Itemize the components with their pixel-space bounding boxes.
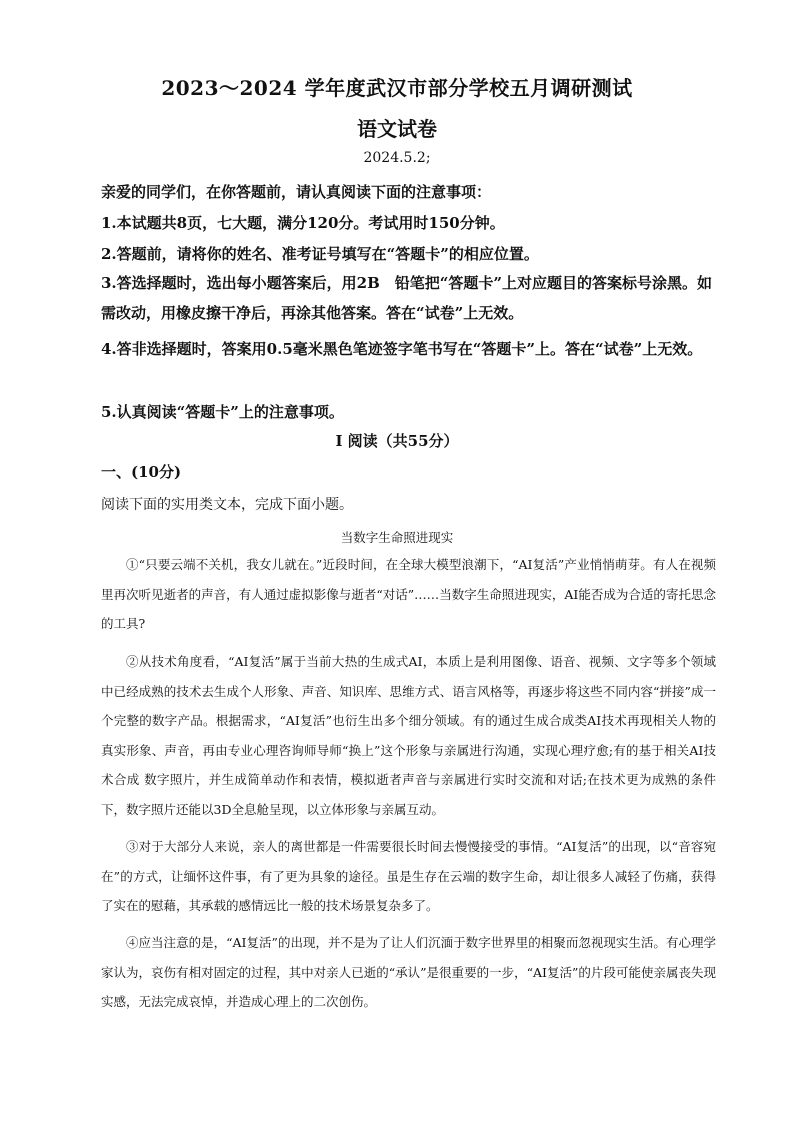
- part-heading: 一、(10分): [101, 463, 182, 481]
- exam-subtitle: 语文试卷: [357, 117, 437, 141]
- article-paragraph-3: ③对于大部分人来说，亲人的离世都是一件需要很长时间去慢慢接受的事情。“AI复活”的出现，以“音容宛在”的方式，让缅怀这件事，有了更为具象的途径。虽是生存在云端的数字生命，却让很多人减轻了伤痛，获得了实在的慰藉，其承载的感情远比一般的技术场景复杂多了。: [101, 839, 716, 913]
- exam-date: 2024.5.2;: [363, 150, 431, 166]
- article-paragraph-1: ①“只要云端不关机，我女儿就在。”近段时间，在全球大模型浪潮下，“AI复活”产业悄悄萌芽。有人在视频里再次听见逝者的声音，有人通过虚拟影像与逝者“对话”……当数字生命照进现实，AI能否成为合适的寄托思念的工具?: [101, 557, 716, 631]
- notice-item-5: 5.认真阅读“答题卡”上的注意事项。: [101, 403, 344, 421]
- reading-instruction: 阅读下面的实用类文本，完成下面小题。: [101, 497, 353, 513]
- notice-item-2: 2.答题前，请将你的姓名、准考证号填写在“答题卡”的相应位置。: [101, 245, 539, 263]
- section-title: I 阅读（共55分）: [335, 432, 459, 450]
- notice-item-4: 4.答非选择题时，答案用0.5毫米黑色笔迹签字笔书写在“答题卡”上。答在“试卷”上无效。: [101, 340, 703, 358]
- notice-item-1: 1.本试题共8页，七大题，满分120分。考试用时150分钟。: [101, 214, 505, 232]
- notice-intro: 亲爱的同学们，在你答题前，请认真阅读下面的注意事项：: [101, 183, 492, 201]
- notice-item-3: 3.答选择题时，选出每小题答案后，用2B 铅笔把“答题卡”上对应题目的答案标号涂黑。如需改动，用橡皮擦干净后，再涂其他答案。答在“试卷”上无效。: [101, 274, 713, 322]
- exam-title: 2023～2024 学年度武汉市部分学校五月调研测试: [161, 76, 633, 100]
- article-title: 当数字生命照进现实: [340, 530, 454, 545]
- article-paragraph-4: ④应当注意的是，“AI复活”的出现，并不是为了让人们沉湎于数字世界里的相聚而忽视现实生活。有心理学家认为，哀伤有相对固定的过程，其中对亲人已逝的“承认”是很重要的一步，“AI复活”的片段可能使亲属丧失现实感，无法完成哀悼，并造成心理上的二次创伤。: [101, 935, 716, 1009]
- article-paragraph-2: ②从技术角度看，“AI复活”属于当前大热的生成式AI，本质上是利用图像、语音、视频、文字等多个领域中已经成熟的技术去生成个人形象、声音、知识库、思维方式、语言风格等，再逐步将这些不同内容“拼接”成一个完整的数字产品。根据需求，“AI复活”也衍生出多个细分领域。有的通过生成合成类AI技术再现相关人物的真实形象、声音，再由专业心理咨询师导师“换上”这个形象与亲属进行沟通，实现心理疗愈;有的基于相关AI技术合成 数字照片，并生成简单动作和表情，模拟逝者声音与亲属进行实时交流和对话;在技术更为成熟的条件下，数字照片还能以3D全息舱呈现，以立体形象与亲属互动。: [101, 654, 716, 817]
